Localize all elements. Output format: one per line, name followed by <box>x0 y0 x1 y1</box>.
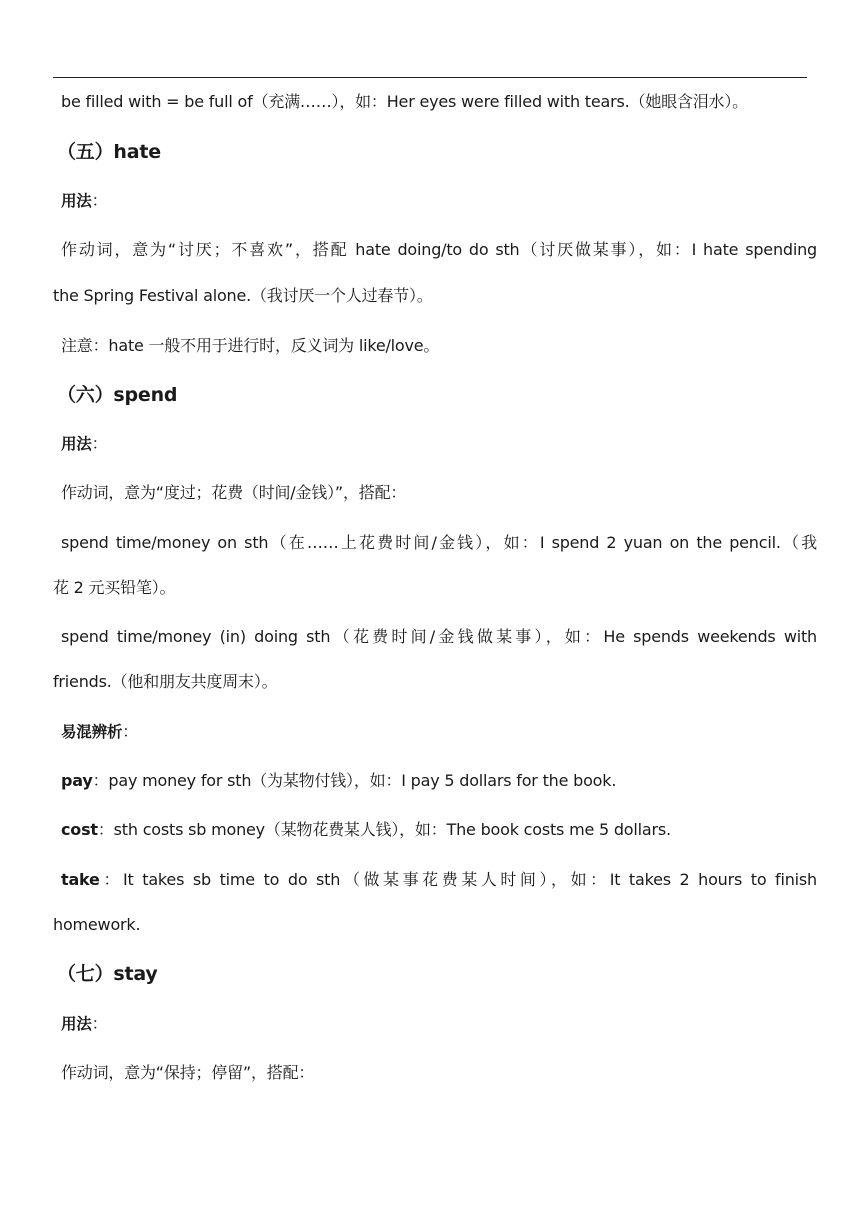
paragraph-be-filled-with: be filled with = be full of（充满……），如：Her eyes were filled with tears.（她眼含泪水）。 <box>61 92 748 111</box>
usage-label-text: 用法 <box>61 192 92 210</box>
paragraph-spend-on-cont: 花 2 元买铅笔）。 <box>53 578 176 597</box>
paragraph-spend-doing: spend time/money (in) doing sth（花费时间/金钱做某事），如：He spends weekends with <box>61 627 817 646</box>
take-explanation: ：It takes sb time to do sth（做某事花费某人时间），如：It takes 2 hours to finish <box>99 870 817 889</box>
confusion-label <box>53 721 817 743</box>
usage-label-spend <box>53 433 817 455</box>
section-heading-spend: （六）spend <box>57 384 178 406</box>
paragraph-spend-definition: 作动词，意为“度过；花费（时间/金钱）”，搭配： <box>61 483 407 502</box>
section-heading-stay: （七）stay <box>57 963 158 985</box>
confusion-label-colon: ： <box>122 722 139 741</box>
paragraph-cost <box>53 819 817 841</box>
usage-label-colon: ： <box>91 191 108 210</box>
paragraph-pay <box>53 770 817 792</box>
usage-label-colon: ： <box>91 1014 108 1033</box>
paragraph-stay-definition: 作动词，意为“保持；停留”，搭配： <box>61 1063 315 1082</box>
paragraph-take-cont: homework. <box>53 915 141 934</box>
usage-label-stay <box>53 1013 817 1035</box>
confusion-label-text: 易混辨析 <box>61 723 123 741</box>
term-take: take <box>61 870 100 889</box>
pay-explanation: ：pay money for sth（为某物付钱），如：I pay 5 dollars for the book. <box>92 771 617 790</box>
paragraph-hate-definition-cont: the Spring Festival alone.（我讨厌一个人过春节）。 <box>53 286 433 305</box>
paragraph-hate-note: 注意：hate 一般不用于进行时，反义词为 like/love。 <box>61 336 440 355</box>
usage-label-text: 用法 <box>61 1015 92 1033</box>
paragraph-take <box>53 869 817 891</box>
paragraph-spend-on: spend time/money on sth（在……上花费时间/金钱），如：I spend 2 yuan on the pencil.（我 <box>61 533 817 552</box>
header-rule <box>53 77 807 78</box>
paragraph-hate-definition: 作动词，意为“讨厌；不喜欢”，搭配 hate doing/to do sth（讨厌做某事），如：I hate spending <box>61 240 817 259</box>
usage-label-hate <box>53 190 817 212</box>
term-cost: cost <box>61 820 98 839</box>
section-heading-hate: （五）hate <box>57 141 161 163</box>
paragraph-spend-doing-cont: friends.（他和朋友共度周末）。 <box>53 672 278 691</box>
term-pay: pay <box>61 771 93 790</box>
usage-label-colon: ： <box>91 434 108 453</box>
usage-label-text: 用法 <box>61 435 92 453</box>
cost-explanation: ：sth costs sb money（某物花费某人钱），如：The book costs me 5 dollars. <box>97 820 671 839</box>
